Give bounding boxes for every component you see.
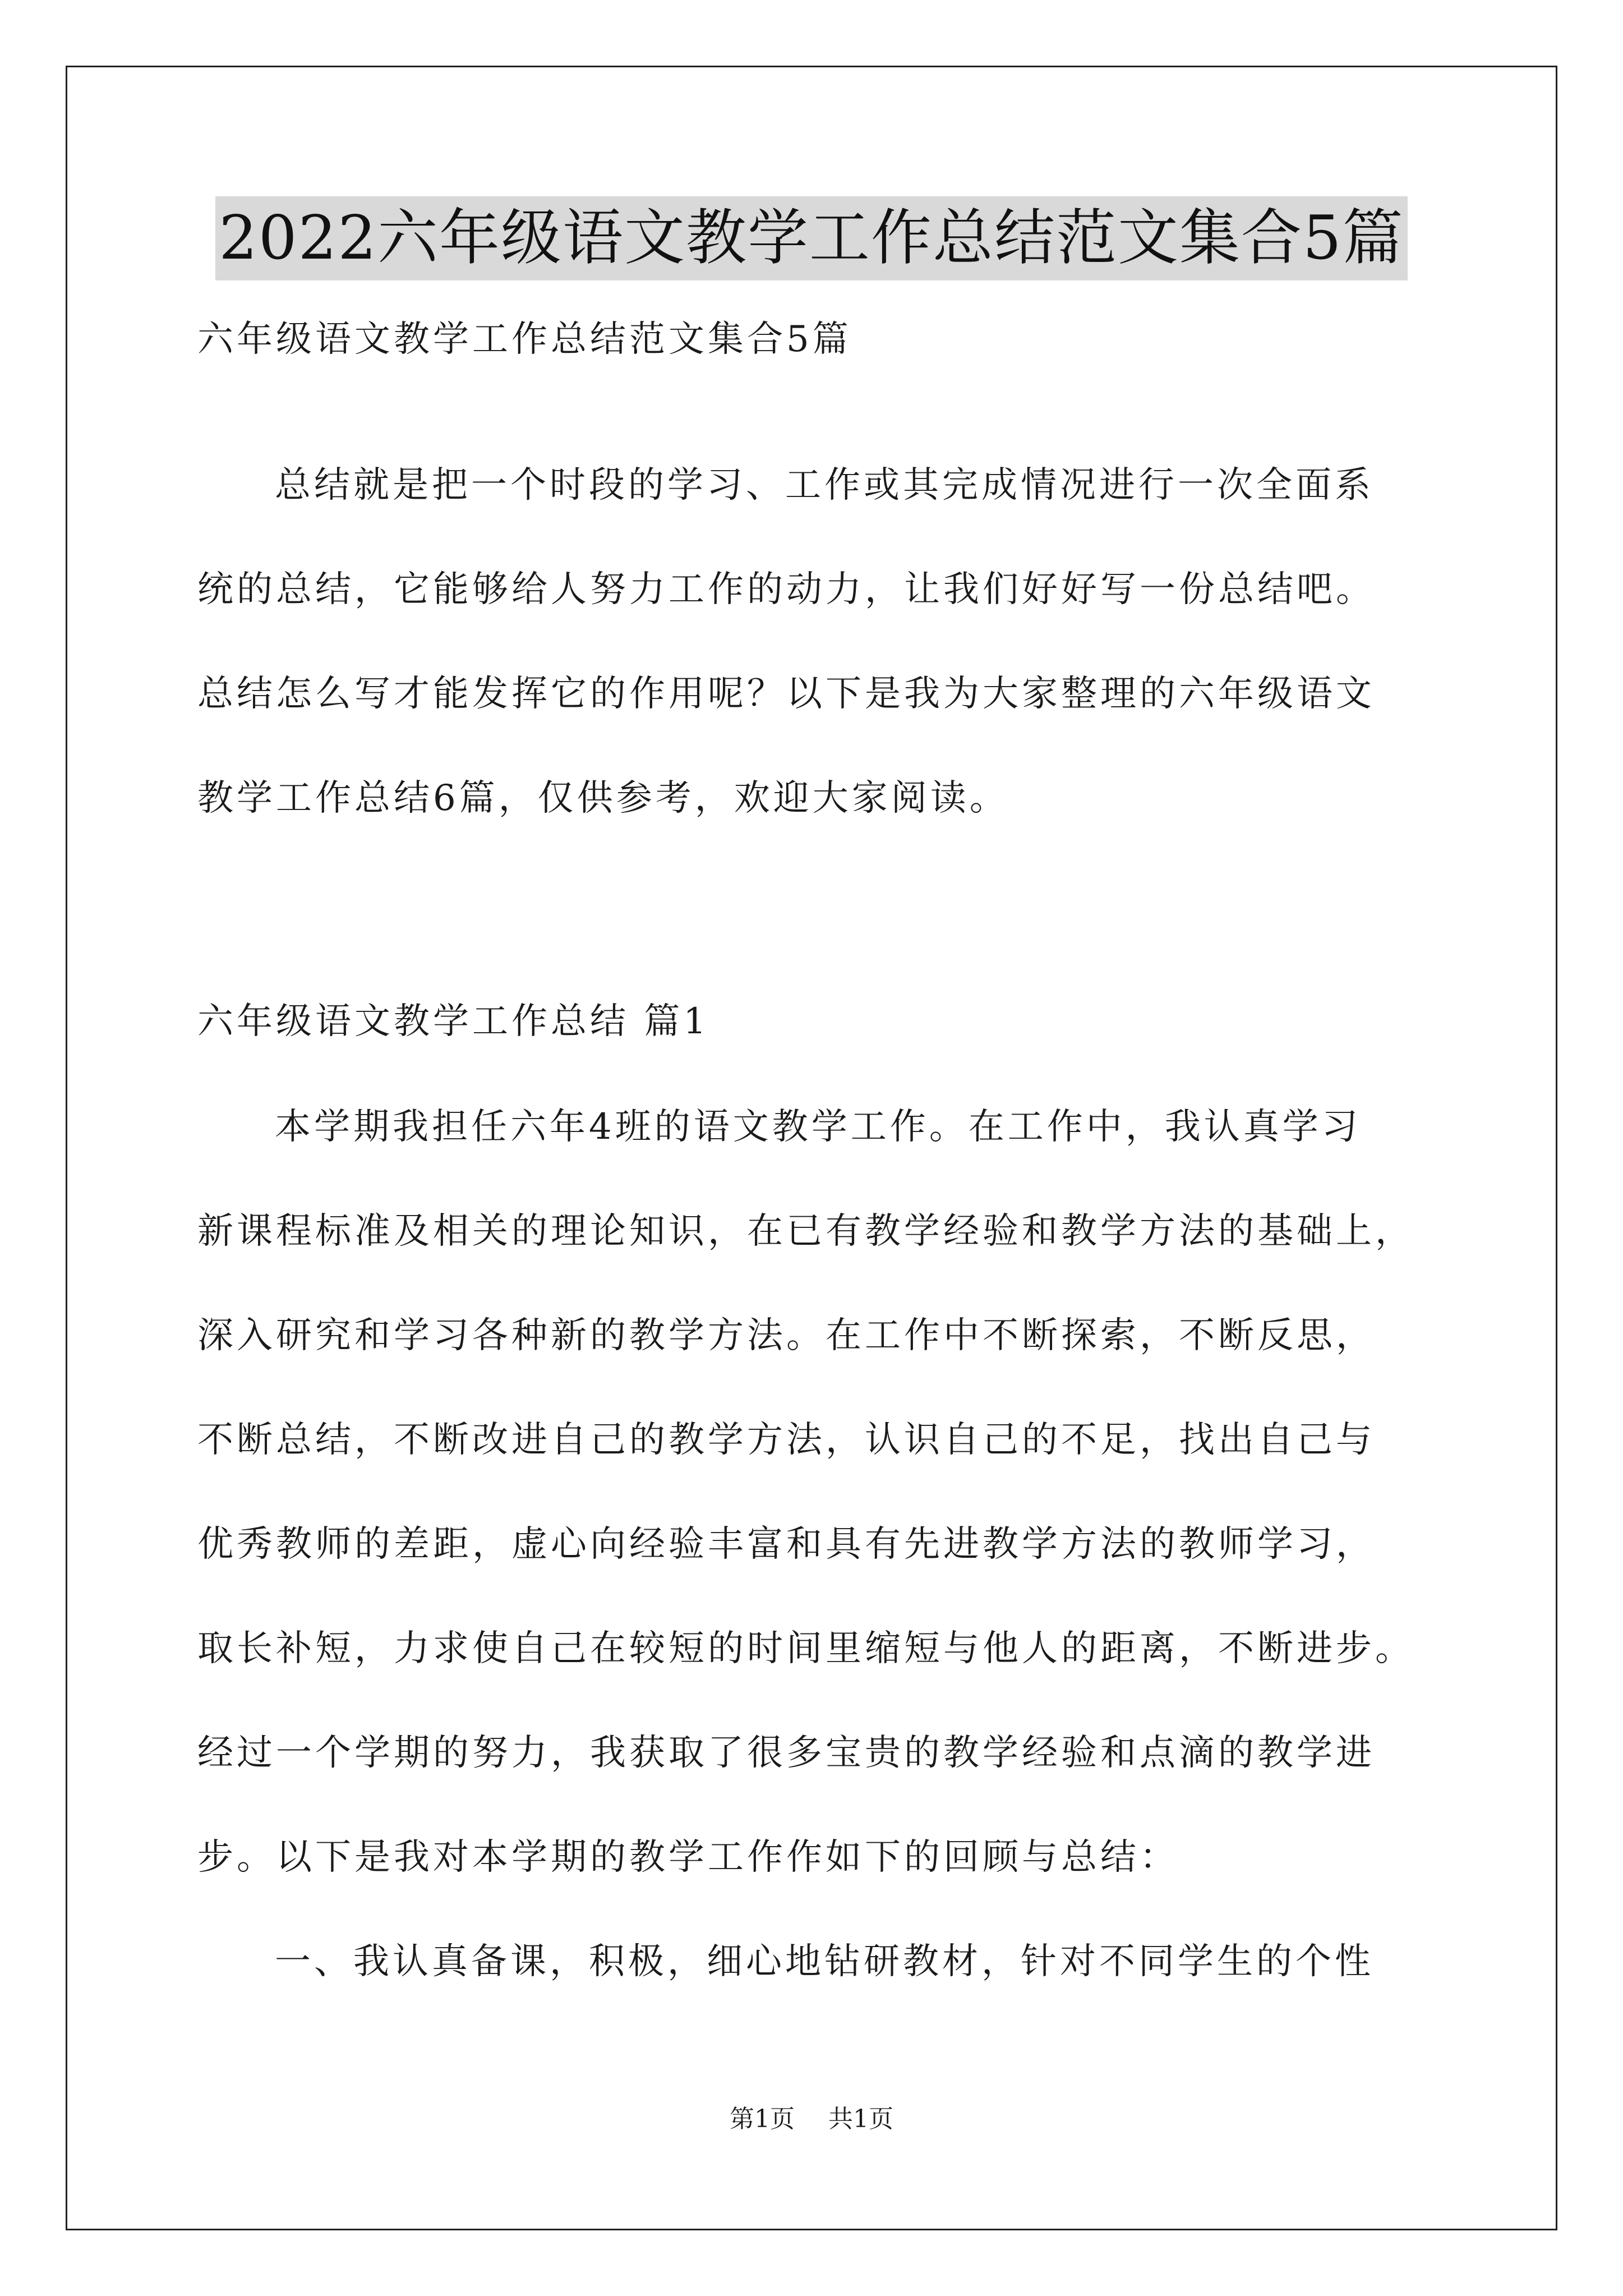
paragraph-line: 本学期我担任六年4班的语文教学工作。在工作中，我认真学习 <box>275 1106 1361 1148</box>
intro-paragraph <box>197 460 1459 877</box>
title-container <box>0 196 1623 280</box>
paragraph-line: 深入研究和学习各种新的教学方法。在工作中不断探索，不断反思， <box>197 1315 1375 1356</box>
paragraph-line: 总结怎么写才能发挥它的作用呢？以下是我为大家整理的六年级语文 <box>197 673 1375 715</box>
section-heading: 六年级语文教学工作总结 篇1 <box>197 1001 710 1042</box>
paragraph-line: 新课程标准及相关的理论知识，在已有教学经验和教学方法的基础上， <box>197 1211 1414 1252</box>
body-paragraph <box>197 1102 1459 1936</box>
paragraph-line: 一、我认真备课，积极，细心地钻研教材，针对不同学生的个性 <box>275 1941 1374 1982</box>
paragraph-line: 优秀教师的差距，虚心向经验丰富和具有先进教学方法的教师学习， <box>197 1524 1375 1565</box>
paragraph-line: 经过一个学期的努力，我获取了很多宝贵的教学经验和点滴的教学进 <box>197 1732 1375 1774</box>
paragraph-line: 取长补短，力求使自己在较短的时间里缩短与他人的距离，不断进步。 <box>197 1628 1414 1669</box>
paragraph-line: 步。以下是我对本学期的教学工作作如下的回顾与总结： <box>197 1837 1179 1878</box>
paragraph-line: 教学工作总结6篇，仅供参考，欢迎大家阅读。 <box>197 777 1009 819</box>
point-one-paragraph <box>197 1936 1459 2041</box>
paragraph-line: 不断总结，不断改进自己的教学方法，认识自己的不足，找出自己与 <box>197 1419 1375 1461</box>
paragraph-line: 统的总结，它能够给人努力工作的动力，让我们好好写一份总结吧。 <box>197 569 1375 610</box>
page-total: 共1页 <box>828 2105 893 2133</box>
paragraph-line: 总结就是把一个时段的学习、工作或其完成情况进行一次全面系 <box>275 464 1374 506</box>
document-subtitle: 六年级语文教学工作总结范文集合5篇 <box>197 319 852 360</box>
page-footer <box>0 2102 1623 2136</box>
document-title: 2022六年级语文教学工作总结范文集合5篇 <box>215 196 1408 280</box>
page-number: 第1页 <box>730 2105 795 2133</box>
